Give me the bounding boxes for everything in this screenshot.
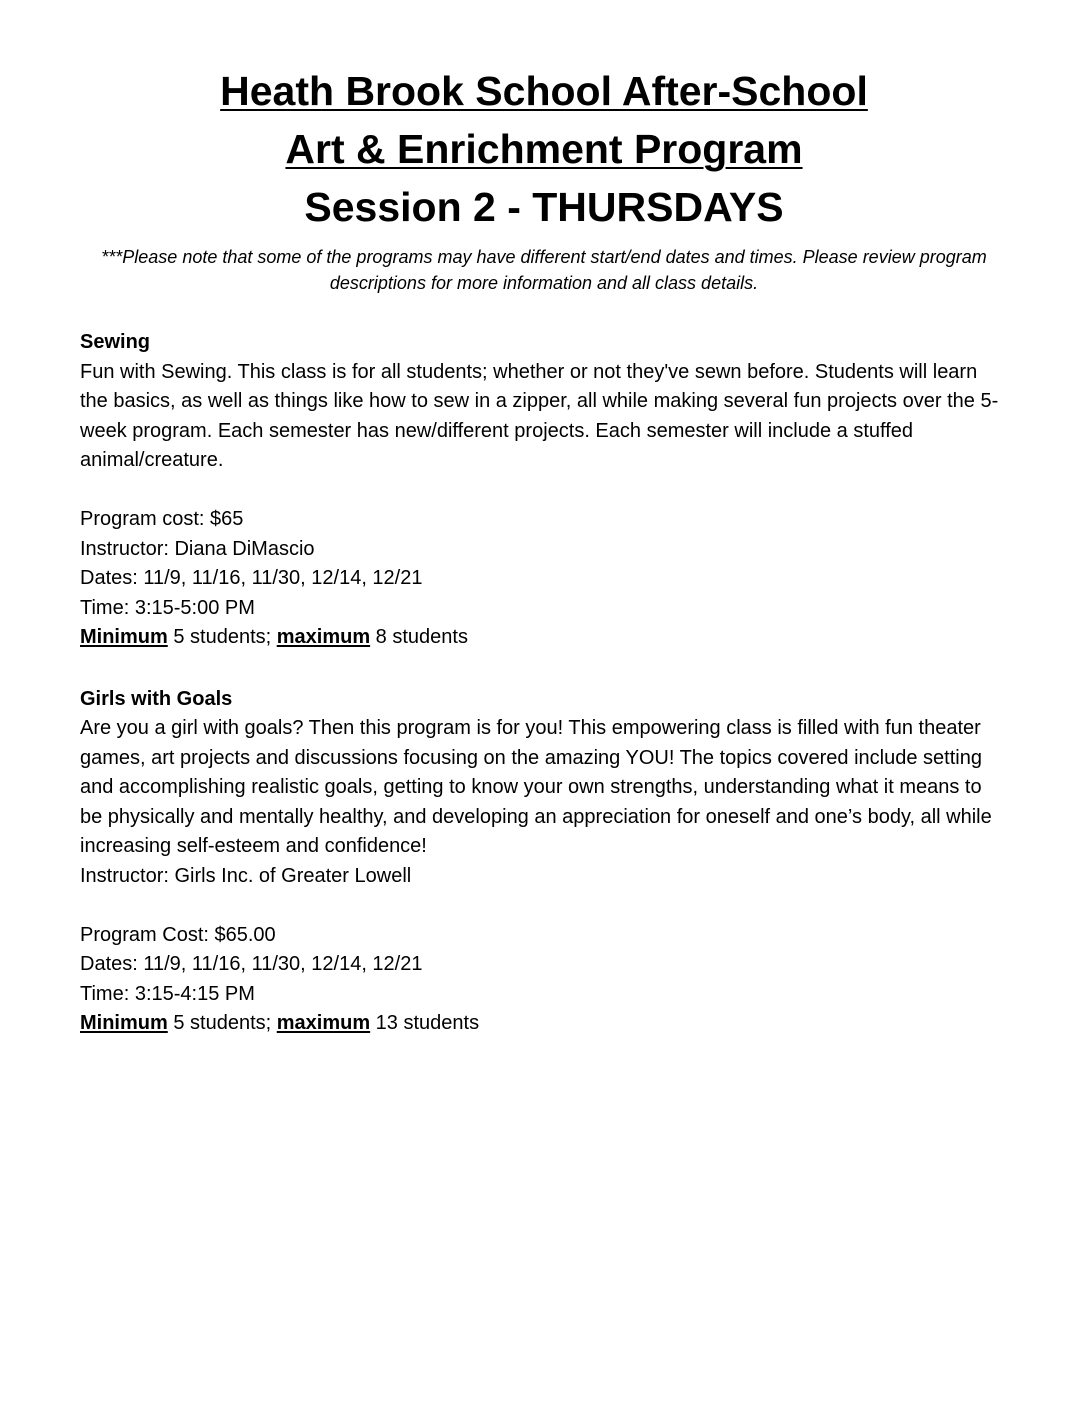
- title-line-1: Heath Brook School After-School: [220, 68, 868, 114]
- girls-with-goals-max-label: maximum: [276, 1012, 371, 1034]
- girls-with-goals-dates: Dates: 11/9, 11/16, 11/30, 12/14, 12/21: [80, 953, 423, 975]
- girls-with-goals-enrollment: [80, 1009, 1008, 1039]
- sewing-dates: Dates: 11/9, 11/16, 11/30, 12/14, 12/21: [80, 567, 423, 589]
- girls-with-goals-instructor: Instructor: Girls Inc. of Greater Lowell: [80, 864, 412, 887]
- sewing-cost: Program cost: $65: [80, 508, 244, 530]
- sewing-max-label: maximum: [276, 626, 371, 648]
- sewing-instructor: Instructor: Diana DiMascio: [80, 537, 315, 560]
- sewing-heading: Sewing: [80, 331, 151, 353]
- title-line-3: Session 2 - THURSDAYS: [304, 184, 784, 230]
- sewing-description: Fun with Sewing. This class is for all students; whether or not they've sewn before. Students will learn the basics, as well as things like how to sew in a zipper, all while making several fun projects over the 5-week program. Each semester has new/different projects. Each semester will include a stuffed animal/creature.: [80, 360, 999, 471]
- section-sewing: [80, 328, 1008, 653]
- girls-with-goals-max-text: 13 students: [370, 1012, 480, 1034]
- section-girls-with-goals: [80, 685, 1008, 1039]
- title-line-2: Art & Enrichment Program: [285, 126, 803, 172]
- program-note: ***Please note that some of the programs may have different start/end dates and times. Please review program descriptions for more information and all class details.: [101, 247, 987, 293]
- sewing-enrollment: [80, 623, 1008, 653]
- girls-with-goals-cost: Program Cost: $65.00: [80, 923, 276, 946]
- sewing-min-text: 5 students;: [167, 626, 277, 648]
- girls-with-goals-description: Are you a girl with goals? Then this program is for you! This empowering class is filled with fun theater games, art projects and discussions focusing on the amazing YOU! The topics covered include setting and accomplishing realistic goals, getting to know your own strengths, understanding what it means to be physically and mentally healthy, and developing an appreciation for oneself and one’s body, all while increasing self-esteem and confidence!: [80, 717, 992, 857]
- girls-with-goals-min-text: 5 students;: [167, 1012, 277, 1034]
- sewing-max-text: 8 students: [370, 626, 468, 648]
- girls-with-goals-min-label: Minimum: [80, 1012, 168, 1034]
- girls-with-goals-time: Time: 3:15-4:15 PM: [80, 982, 255, 1005]
- girls-with-goals-heading: Girls with Goals: [80, 687, 233, 710]
- sewing-min-label: Minimum: [80, 626, 168, 648]
- sewing-time: Time: 3:15-5:00 PM: [80, 596, 255, 619]
